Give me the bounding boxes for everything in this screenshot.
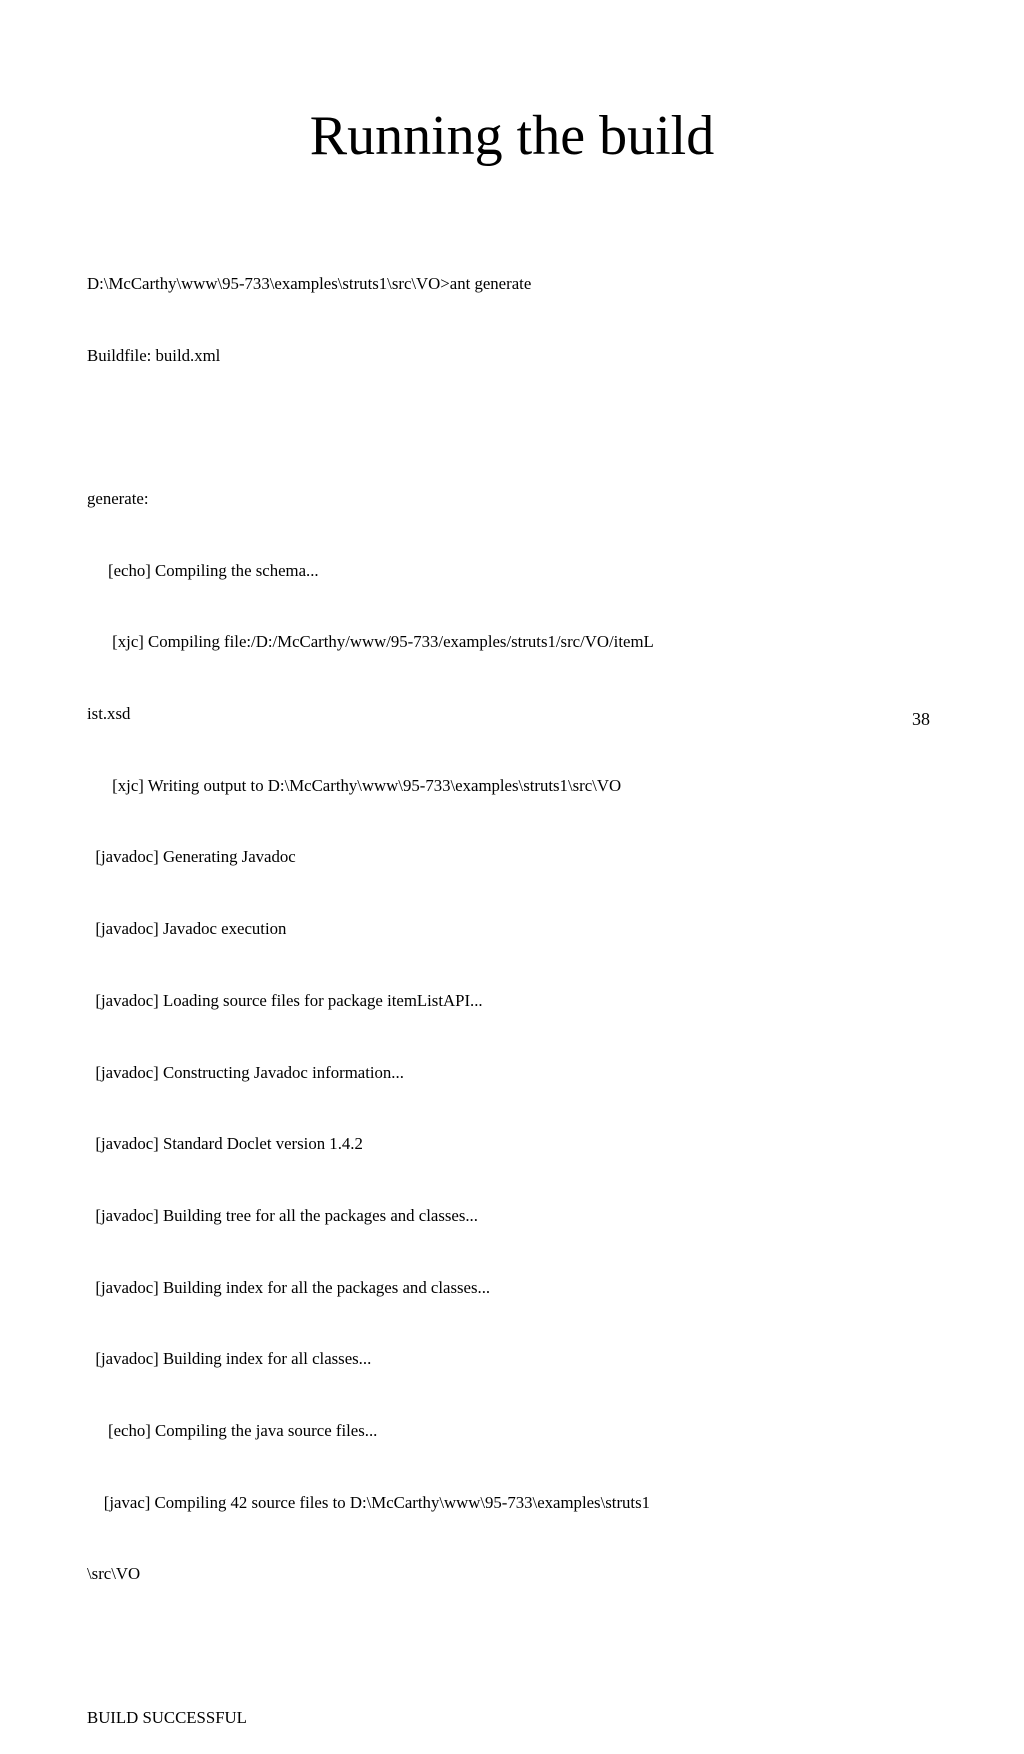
console-line: Buildfile: build.xml <box>87 345 221 365</box>
console-line: [javac] Compiling 42 source files to D:\McCarthy\www\95-733\examples\struts1 <box>87 1492 651 1512</box>
console-line: [javadoc] Loading source files for package itemListAPI... <box>87 990 483 1010</box>
slide-number: 38 <box>912 709 930 729</box>
console-line: D:\McCarthy\www\95-733\examples\struts1\src\VO>ant generate <box>87 273 532 293</box>
console-line-blank <box>87 1634 947 1658</box>
console-line: [javadoc] Javadoc execution <box>87 919 287 939</box>
console-line: [javadoc] Building index for all classes... <box>87 1349 372 1369</box>
console-line: [javadoc] Generating Javadoc <box>87 847 296 867</box>
console-line: [echo] Compiling the java source files... <box>87 1421 378 1441</box>
console-line: [javadoc] Building index for all the packages and classes... <box>87 1277 491 1297</box>
slide-title: Running the build <box>309 105 715 167</box>
console-line: [echo] Compiling the schema... <box>87 560 319 580</box>
console-line: [xjc] Compiling file:/D:/McCarthy/www/95-733/examples/struts1/src/VO/itemL <box>87 632 654 652</box>
console-line: ist.xsd <box>87 704 131 724</box>
console-line: \src\VO <box>87 1564 141 1584</box>
console-line: generate: <box>87 488 149 508</box>
console-output <box>87 224 947 1754</box>
console-line: [javadoc] Standard Doclet version 1.4.2 <box>87 1134 363 1154</box>
console-line: [xjc] Writing output to D:\McCarthy\www\95-733\examples\struts1\src\VO <box>87 775 622 795</box>
console-line: [javadoc] Building tree for all the packages and classes... <box>87 1205 478 1225</box>
console-line-blank <box>87 415 947 439</box>
build-status-line: BUILD SUCCESSFUL <box>87 1707 247 1727</box>
console-line: [javadoc] Constructing Javadoc information... <box>87 1062 404 1082</box>
